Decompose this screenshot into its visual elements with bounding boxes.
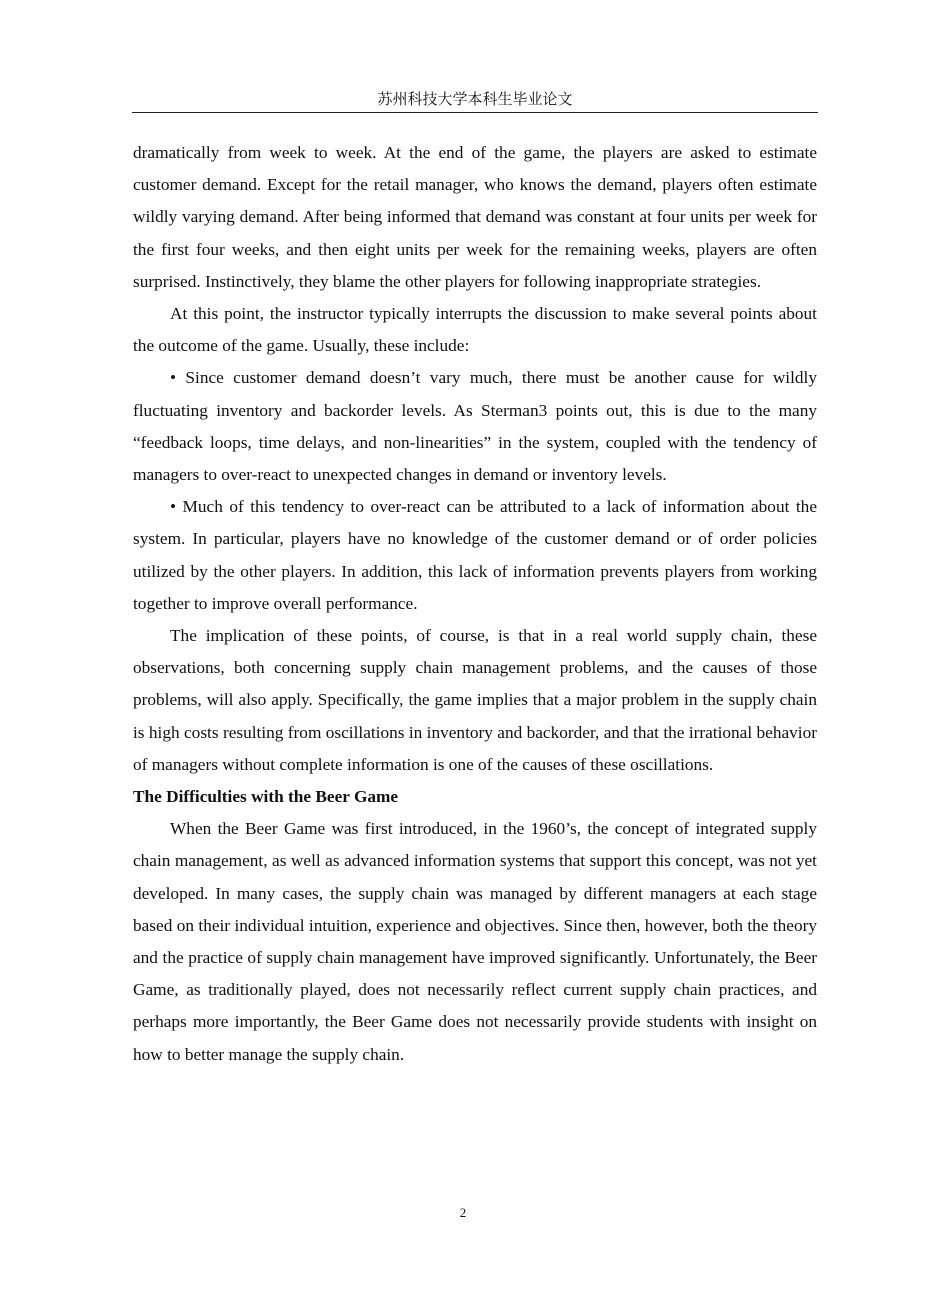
paragraph-continued: dramatically from week to week. At the end of the game, the players are asked to estimate customer demand. Except for the retail manager, who knows the demand, players often estimate wildly varying demand. After being informed that demand was constant at four units per week for the first four weeks, and then eight units per week for the remaining weeks, players are often surprised. Instinctively, they blame the other players for following inappropriate strategies. [133,143,817,291]
body-text [133,137,817,1071]
bullet-paragraph: • Since customer demand doesn’t vary much, there must be another cause for wildly fluctuating inventory and backorder levels. As Sterman3 points out, this is due to the many “feedback loops, time delays, and non-linearities” in the system, coupled with the tendency of managers to over-react to unexpected changes in demand or inventory levels. [133,368,817,485]
paragraph: At this point, the instructor typically interrupts the discussion to make several points about the outcome of the game. Usually, these include: [133,304,817,356]
section-heading: The Difficulties with the Beer Game [133,787,399,807]
page-number: 2 [459,1205,467,1220]
running-header: 苏州科技大学本科生毕业论文 [377,90,573,108]
paragraph: When the Beer Game was first introduced, in the 1960’s, the concept of integrated supply chain management, as well as advanced information systems that support this concept, was not yet developed. In many cases, the supply chain was managed by different managers at each stage based on their individual intuition, experience and objectives. Since then, however, both the theory and the practice of supply chain management have improved significantly. Unfortunately, the Beer Game, as traditionally played, does not necessarily reflect current supply chain practices, and perhaps more importantly, the Beer Game does not necessarily provide students with insight on how to better manage the supply chain. [133,819,817,1064]
header-divider [132,112,818,113]
bullet-paragraph: • Much of this tendency to over-react can be attributed to a lack of information about the system. In particular, players have no knowledge of the customer demand or of order policies utilized by the other players. In addition, this lack of information prevents players from working together to improve overall performance. [133,497,817,613]
paragraph: The implication of these points, of course, is that in a real world supply chain, these observations, both concerning supply chain management problems, and the causes of those problems, will also apply. Specifically, the game implies that a major problem in the supply chain is high costs resulting from oscillations in inventory and backorder, and that the irrational behavior of managers without complete information is one of the causes of these oscillations. [133,626,817,774]
